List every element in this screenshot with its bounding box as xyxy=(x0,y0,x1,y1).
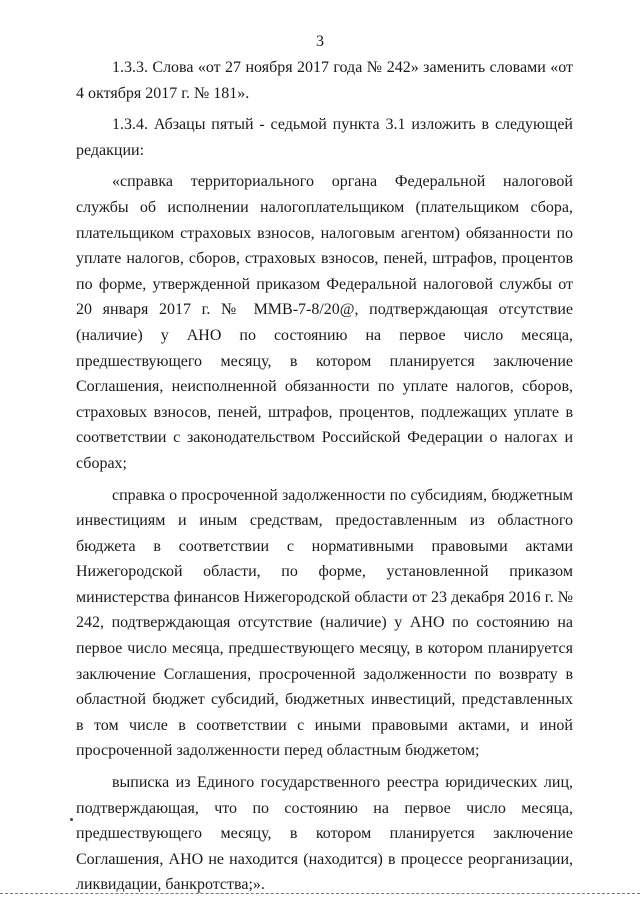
paragraph-debt-certificate: справка о просроченной задолженности по субсидиям, бюджетным инвестициям и иным средствам, предоставленным из областного бюджета в соответствии с нормативными правовыми актами Нижегородской области, по форме, установленной приказом министерства финансов Нижегородской области от 23 декабря 2016 г. № 242, подтверждающая отсутствие (наличие) у АНО по состоянию на первое число месяца, предшествующего месяцу, в котором планируется заключение Соглашения, просроченной задолженности по возврату в областной бюджет субсидий, бюджетных инвестиций, представленных в том числе в соответствии с иными правовыми актами, и иной просроченной задолженности перед областным бюджетом; xyxy=(76,486,573,760)
document-body xyxy=(76,55,573,898)
paragraph-registry-extract: выписка из Единого государственного реестра юридических лиц, подтверждающая, что по состоянию на первое число месяца, предшествующего месяцу, в котором планируется заключение Соглашения, АНО не находится (находится) в процессе реорганизации, ликвидации, банкротства;». xyxy=(76,774,573,894)
scan-edge-line xyxy=(0,893,640,894)
page-number: 3 xyxy=(316,33,324,50)
paragraph-1-3-3: 1.3.3. Слова «от 27 ноября 2017 года № 242» заменить словами «от 4 октября 2017 г. № 181». xyxy=(76,59,573,102)
paragraph-1-3-4: 1.3.4. Абзацы пятый - седьмой пункта 3.1 изложить в следующей редакции: xyxy=(76,116,573,159)
paragraph-tax-certificate: «справка территориального органа Федеральной налоговой службы об исполнении налогоплательщиком (плательщиком сбора, плательщиком страховых взносов, налоговым агентом) обязанности по уплате налогов, сборов, страховых взносов, пеней, штрафов, процентов по форме, утвержденной приказом Федеральной налоговой службы от 20 января 2017 г. № ММВ-7-8/20@, подтверждающая отсутствие (наличие) у АНО по состоянию на первое число месяца, предшествующего месяцу, в котором планируется заключение Соглашения, неисполненной обязанности по уплате налогов, сборов, страховых взносов, пеней, штрафов, процентов, подлежащих уплате в соответствии с законодательством Российской Федерации о налогах и сборах; xyxy=(76,173,573,472)
scan-artifact-dot xyxy=(70,818,73,821)
